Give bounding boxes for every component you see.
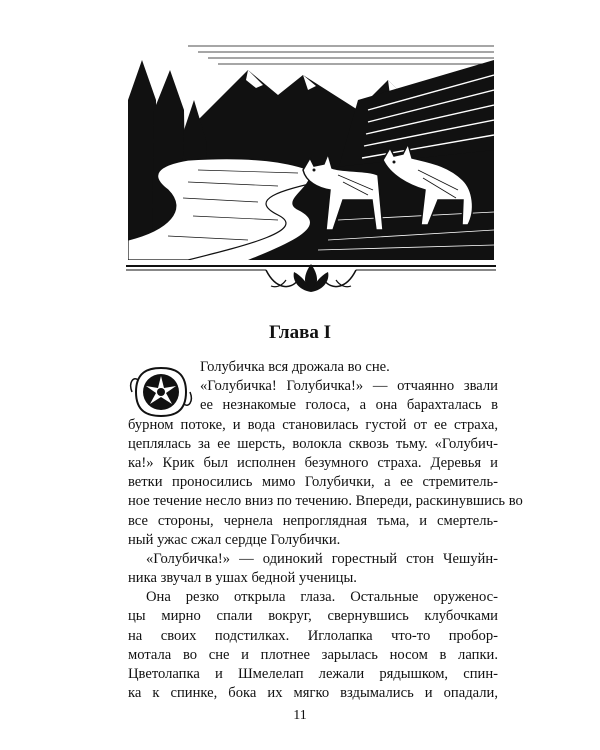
text-line: ный ужас сжал сердце Голубички. — [128, 531, 341, 548]
text-line: ка к спинке, бока их мягко вздымались и опадали, — [128, 685, 498, 702]
text-line: ветки проносились мимо Голубички, а ее стремитель- — [128, 474, 498, 491]
text-line: ное течение несло вниз по течению. Впереди, раскинувшись во — [128, 493, 523, 510]
text-line: ника звучал в ушах бедной ученицы. — [128, 570, 357, 587]
chapter-text — [128, 358, 523, 703]
text-line: ее незнакомые голоса, а она барахталась в — [200, 397, 498, 414]
text-line: на своих подстилках. Иглолапка что-то пробор- — [128, 627, 498, 644]
page-number: 11 — [293, 708, 307, 723]
text-line: бурном потоке, и вода становилась густой от ее страха, — [128, 416, 498, 433]
chapter-illustration — [128, 40, 494, 260]
text-line: мотала во сне и плотнее зарылась носом в лапки. — [128, 646, 498, 663]
text-line: Цветолапка и Шмелелап лежали рядышком, спин- — [128, 666, 498, 682]
text-line: цеплялась за ее шерсть, волокла сквозь тьму. «Голубич- — [128, 435, 498, 452]
text-line: «Голубичка!» — одинокий горестный стон Чешуйн- — [146, 550, 498, 567]
text-line: «Голубичка! Голубичка!» — отчаянно звали — [200, 378, 498, 395]
text-line: Голубичка вся дрожала во сне. — [200, 359, 390, 375]
dropcap-ornament-icon — [128, 362, 194, 422]
ornament-divider — [126, 260, 496, 300]
chapter-title: Глава I — [268, 322, 331, 343]
text-line: Она резко открыла глаза. Остальные оруженос- — [146, 589, 498, 606]
text-line: все стороны, чернела непроглядная тьма, и смертель- — [128, 512, 498, 529]
text-line: цы мирно спали вокруг, свернувшись клубочками — [128, 608, 498, 625]
text-line: ка!» Крик был исполнен безумного страха. Деревья и — [128, 454, 498, 471]
